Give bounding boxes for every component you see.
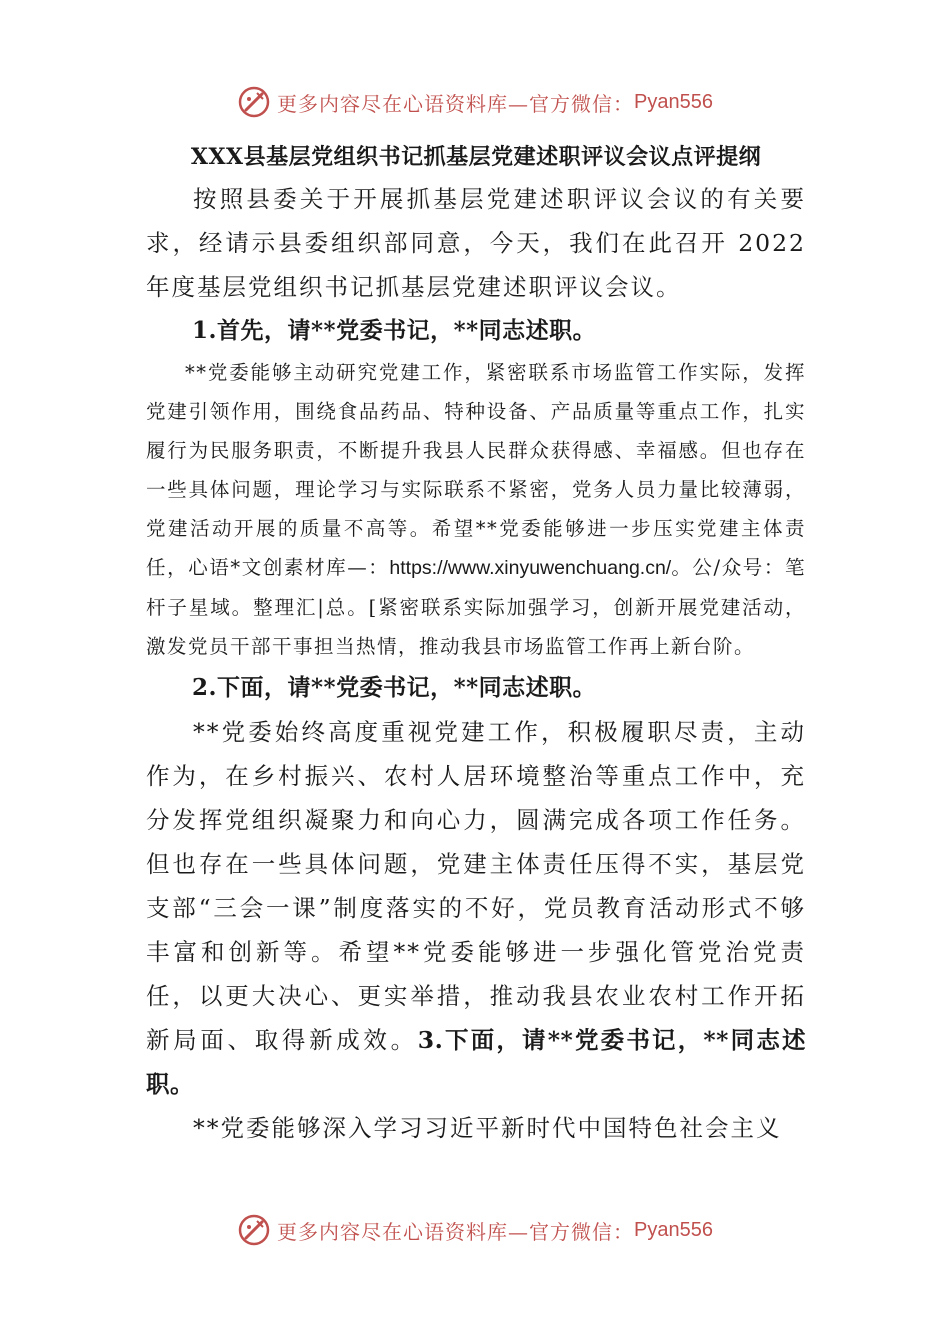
website-link[interactable]: https://www.xinyuwenchuang.cn/ — [389, 557, 672, 579]
intro-paragraph: 按照县委关于开展抓基层党建述职评议会议的有关要求，经请示县委组织部同意，今天，我们在此召开 2022 年度基层党组织书记抓基层党建述职评议会议。 — [146, 185, 806, 301]
section-2-text: **党委始终高度重视党建工作，积极履职尽责，主动作为，在乡村振兴、农村人居环境整治等重点工作中，充分发挥党组织凝聚力和向心力，圆满完成各项工作任务。但也存在一些具体问题，党建主体责任压得不实，基层党支部“三会一课”制度落实的不好，党员教育活动形式不够丰富和创新等。希望**党委能够进一步强化管党治党责任，以更大决心、更实举措，推动我县农业农村工作开拓新局面、取得新成效。 — [146, 718, 806, 1054]
pen-logo-icon — [237, 85, 271, 119]
watermark-text: 更多内容尽在心语资料库—官方微信： — [277, 91, 635, 116]
footer-watermark — [0, 1210, 950, 1250]
pen-logo-icon — [237, 1213, 271, 1247]
document-title: XXX县基层党组织书记抓基层党建述职评议会议点评提纲 — [190, 144, 762, 170]
section-3-heading: 3.下面，请**党委书记，**同志述职。 — [146, 1026, 806, 1098]
section-1-heading: 1.首先，请**党委书记，**同志述职。 — [192, 317, 597, 344]
watermark-text: 更多内容尽在心语资料库—官方微信： — [277, 1219, 635, 1244]
document-body — [146, 140, 806, 1150]
header-watermark — [0, 82, 950, 122]
section-2-heading: 2.下面，请**党委书记，**同志述职。 — [192, 674, 597, 701]
section-2-body — [146, 710, 806, 1106]
section-3-body: **党委能够深入学习习近平新时代中国特色社会主义 — [193, 1114, 782, 1142]
section-1-text-a: **党委能够主动研究党建工作，紧密联系市场监管工作实际，发挥党建引领作用，围绕食品药品、特种设备、产品质量等重点工作，扎实履行为民服务职责，不断提升我县人民群众获得感、幸福感。但也存在一些具体问题，理论学习与实际联系不紧密，党务人员力量比较薄弱，党建活动开展的质量不高等。希望**党委能够进一步压实党建主体责任，心语*文创素材库—： — [146, 361, 806, 579]
watermark-brand: Pyan556 — [634, 1218, 713, 1241]
section-1-text-b: 。公/众号：笔杆子星域。整理汇|总。[紧密联系实际加强学习，创新开展党建活动，激发党员干部干事担当热情，推动我县市场监管工作再上新台阶。 — [146, 556, 806, 658]
section-1-body — [146, 353, 806, 666]
watermark-brand: Pyan556 — [634, 90, 713, 113]
